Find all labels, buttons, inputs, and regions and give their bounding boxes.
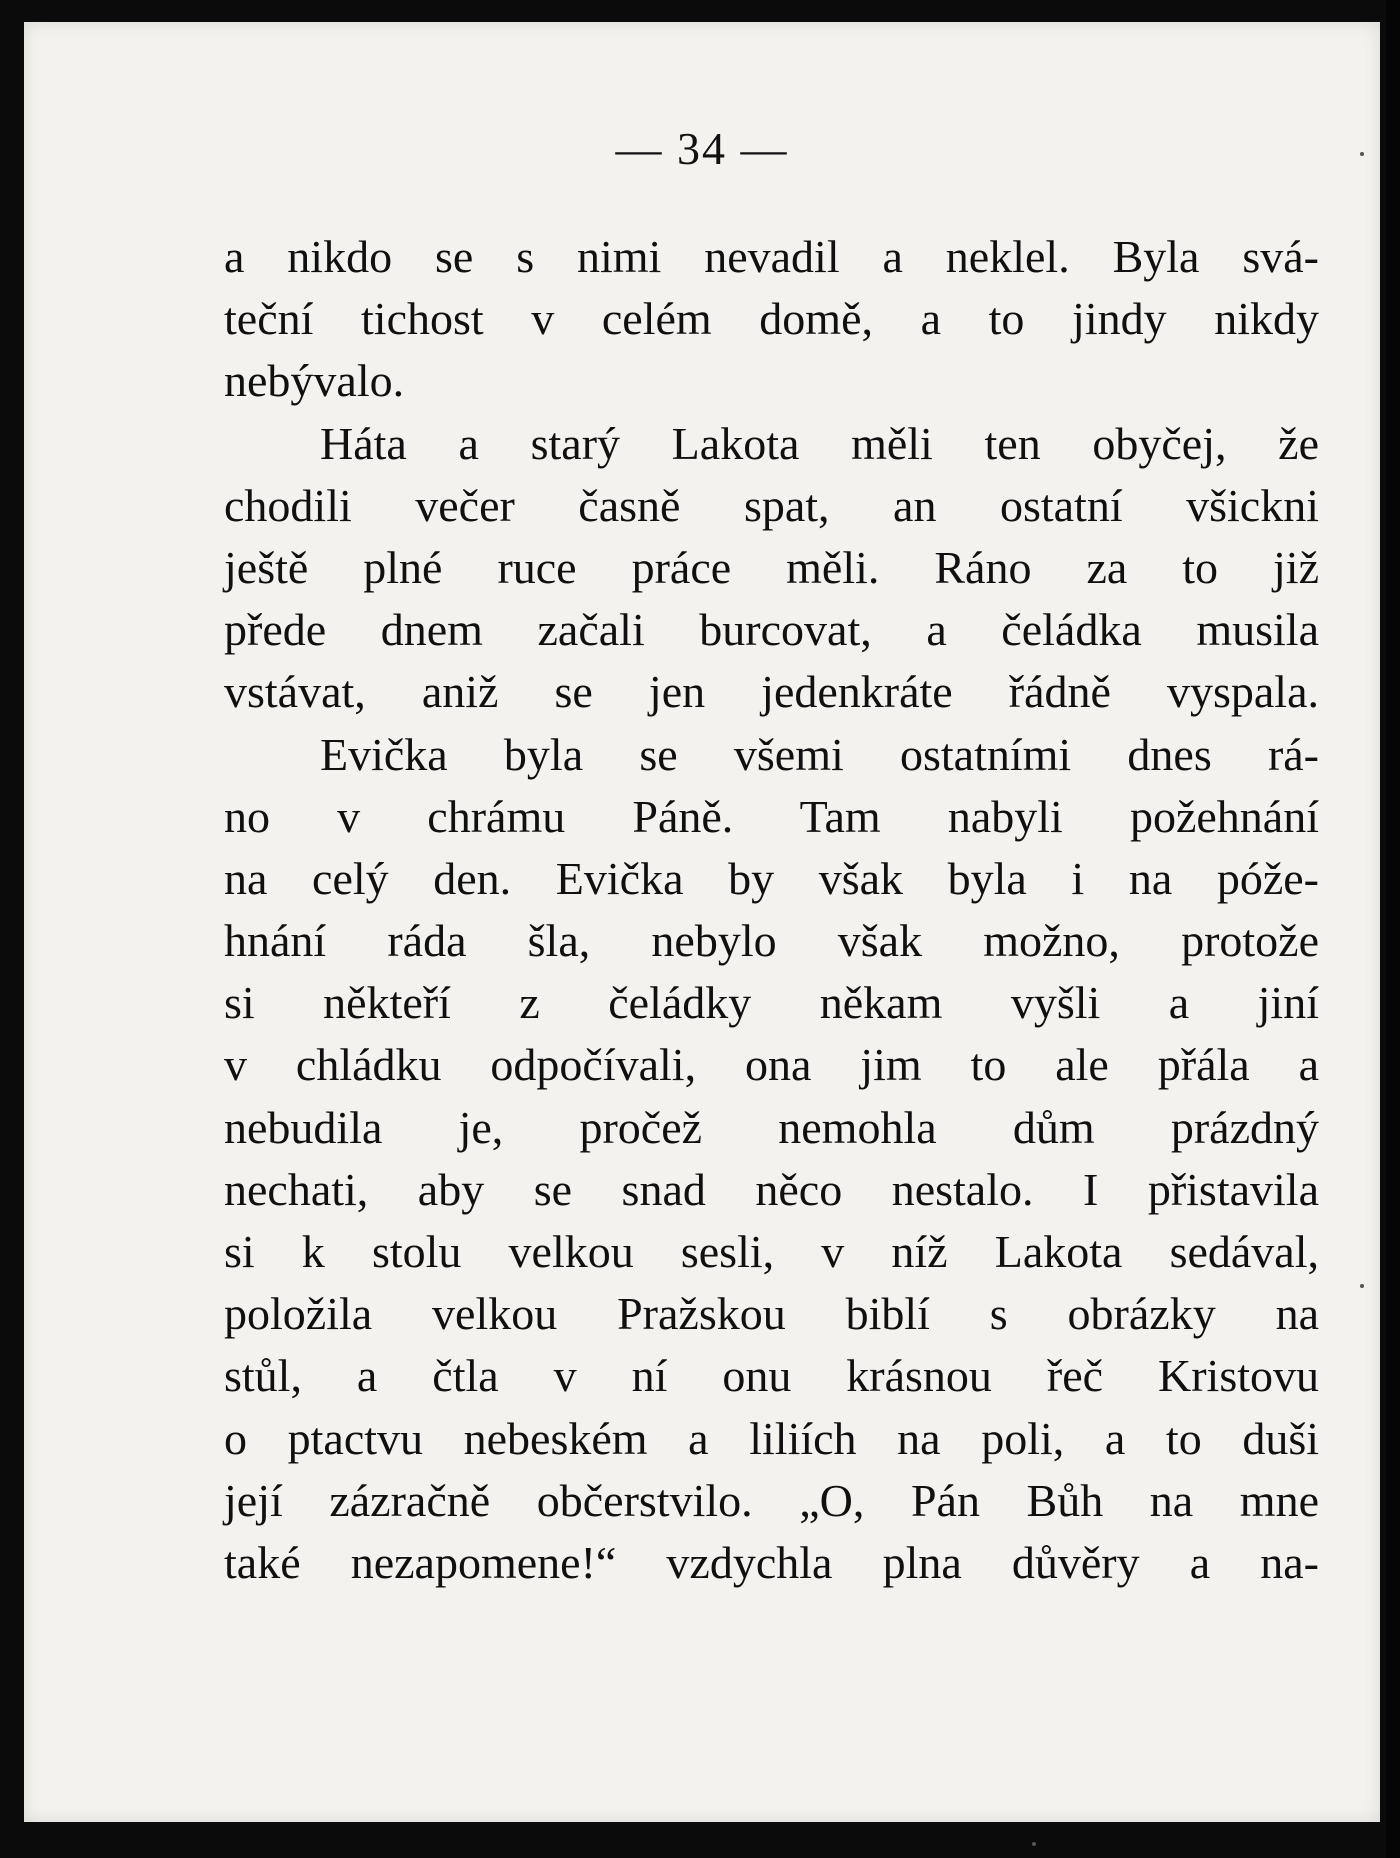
text-line: v chládku odpočívali, ona jim to ale přála a bbox=[224, 1039, 1319, 1091]
book-page bbox=[24, 22, 1380, 1822]
text-line: nechati, aby se snad něco nestalo. I přistavila bbox=[224, 1163, 1319, 1215]
text-line: také nezapomene!“ vzdychla plna důvěry a na- bbox=[224, 1536, 1319, 1588]
text-line: o ptactvu nebeském a liliích na poli, a to duši bbox=[224, 1412, 1319, 1464]
text-line: stůl, a čtla v ní onu krásnou řeč Kristovu bbox=[224, 1350, 1319, 1402]
text-line: Evička byla se všemi ostatními dnes rá- bbox=[320, 728, 1319, 780]
text-line: nebývalo. bbox=[224, 355, 405, 407]
text-line: položila velkou Pražskou biblí s obrázky na bbox=[224, 1288, 1319, 1340]
scan-speck bbox=[1360, 1284, 1364, 1288]
text-line: vstávat, aniž se jen jedenkráte řádně vyspala. bbox=[224, 666, 1319, 718]
text-line: chodili večer časně spat, an ostatní všickni bbox=[224, 479, 1319, 531]
text-line: teční tichost v celém domě, a to jindy nikdy bbox=[224, 293, 1319, 345]
text-line: přede dnem začali burcovat, a čeládka musila bbox=[224, 604, 1319, 656]
scan-edge bbox=[1386, 0, 1400, 1858]
text-line: si někteří z čeládky někam vyšli a jiní bbox=[224, 977, 1319, 1029]
text-line: její zázračně občerstvilo. „O, Pán Bůh na mne bbox=[224, 1474, 1319, 1526]
text-line: ještě plné ruce práce měli. Ráno za to již bbox=[224, 541, 1319, 593]
text-line: no v chrámu Páně. Tam nabyli požehnání bbox=[224, 790, 1319, 842]
body-text bbox=[224, 226, 1319, 1594]
text-line: nebudila je, pročež nemohla dům prázdný bbox=[224, 1101, 1319, 1153]
text-line: hnání ráda šla, nebylo však možno, protože bbox=[224, 915, 1319, 967]
text-line: na celý den. Evička by však byla i na póže- bbox=[224, 852, 1319, 904]
text-line: si k stolu velkou sesli, v níž Lakota sedával, bbox=[224, 1226, 1319, 1277]
scan-speck bbox=[1032, 1842, 1036, 1846]
text-line: Háta a starý Lakota měli ten obyčej, že bbox=[320, 417, 1319, 469]
page-number: — 34 — bbox=[615, 123, 789, 174]
text-line: a nikdo se s nimi nevadil a neklel. Byla svá- bbox=[224, 231, 1319, 282]
scan-speck bbox=[1360, 152, 1364, 156]
